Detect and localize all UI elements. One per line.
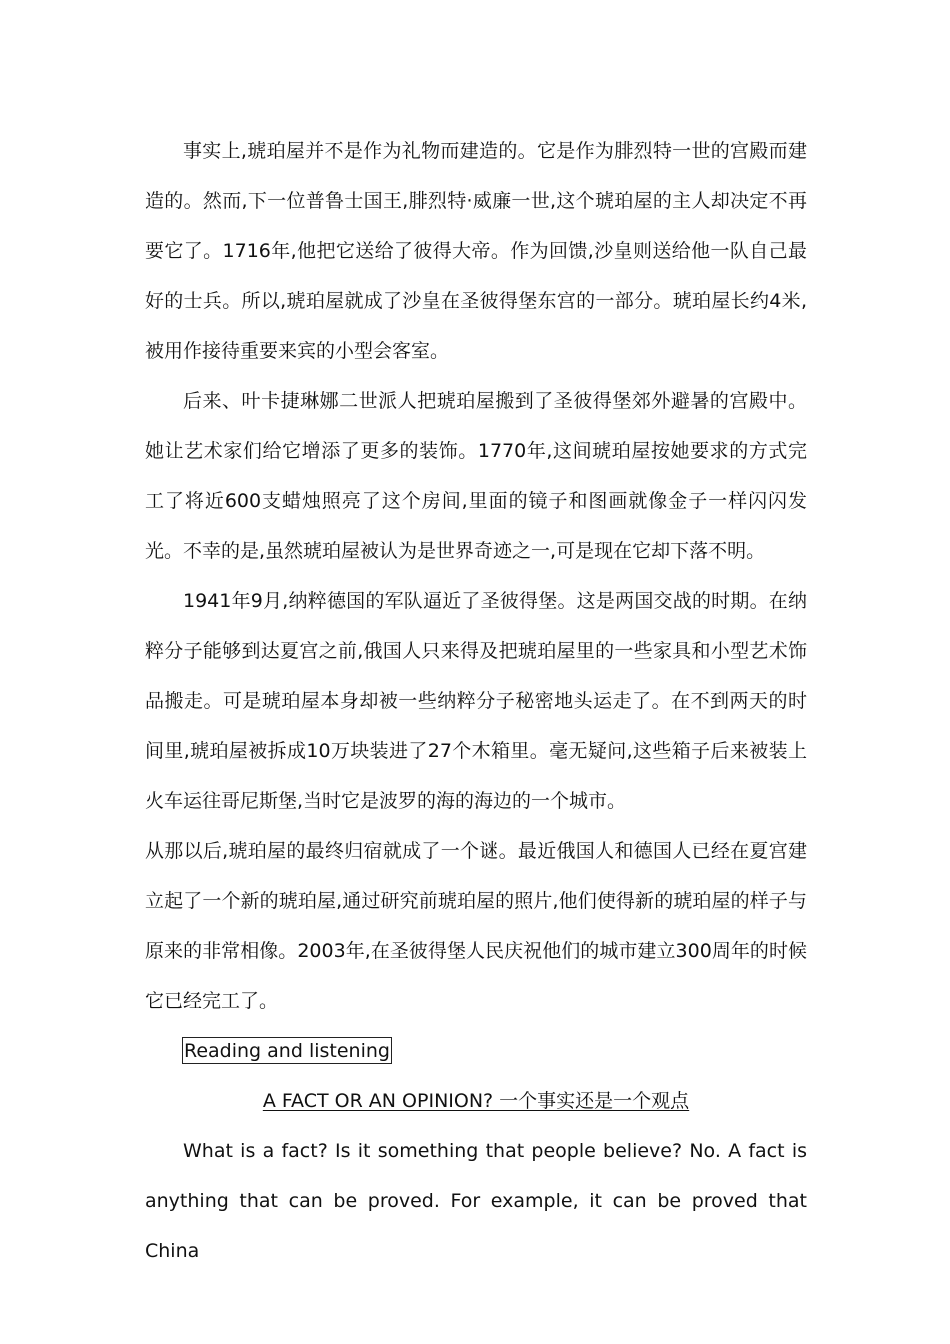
passage-title: A FACT OR AN OPINION? 一个事实还是一个观点 (262, 1090, 690, 1112)
section-label-reading-and-listening: Reading and listening (182, 1037, 392, 1064)
english-paragraph: What is a fact? Is it something that people believe? No. A fact is anything that can be proved. For example, it can be proved that China (145, 1140, 807, 1262)
paragraph-3: 1941年9月,纳粹德国的军队逼近了圣彼得堡。这是两国交战的时期。在纳粹分子能够到达夏宫之前,俄国人只来得及把琥珀屋里的一些家具和小型艺术饰品搬走。可是琥珀屋本身却被一些纳粹分子秘密地头运走了。在不到两天的时间里,琥珀屋被拆成10万块装进了27个木箱里。毫无疑问,这些箱子后来被装上火车运往哥尼斯堡,当时它是波罗的海的海边的一个城市。 (145, 590, 807, 812)
section-label-row (145, 1026, 807, 1076)
title-row (145, 1076, 807, 1126)
document-page (145, 126, 807, 1276)
paragraph-1: 事实上,琥珀屋并不是作为礼物而建造的。它是作为腓烈特一世的宫殿而建造的。然而,下一位普鲁士国王,腓烈特·威廉一世,这个琥珀屋的主人却决定不再要它了。1716年,他把它送给了彼得大帝。作为回馈,沙皇则送给他一队自己最好的士兵。所以,琥珀屋就成了沙皇在圣彼得堡东宫的一部分。琥珀屋长约4米,被用作接待重要来宾的小型会客室。 (145, 140, 807, 362)
paragraph-4: 从那以后,琥珀屋的最终归宿就成了一个谜。最近俄国人和德国人已经在夏宫建立起了一个新的琥珀屋,通过研究前琥珀屋的照片,他们使得新的琥珀屋的样子与原来的非常相像。2003年,在圣彼得堡人民庆祝他们的城市建立300周年的时候它已经完工了。 (145, 840, 807, 1012)
paragraph-2: 后来、叶卡捷琳娜二世派人把琥珀屋搬到了圣彼得堡郊外避暑的宫殿中。她让艺术家们给它增添了更多的装饰。1770年,这间琥珀屋按她要求的方式完工了将近600支蜡烛照亮了这个房间,里面的镜子和图画就像金子一样闪闪发光。不幸的是,虽然琥珀屋被认为是世界奇迹之一,可是现在它却下落不明。 (145, 390, 807, 562)
